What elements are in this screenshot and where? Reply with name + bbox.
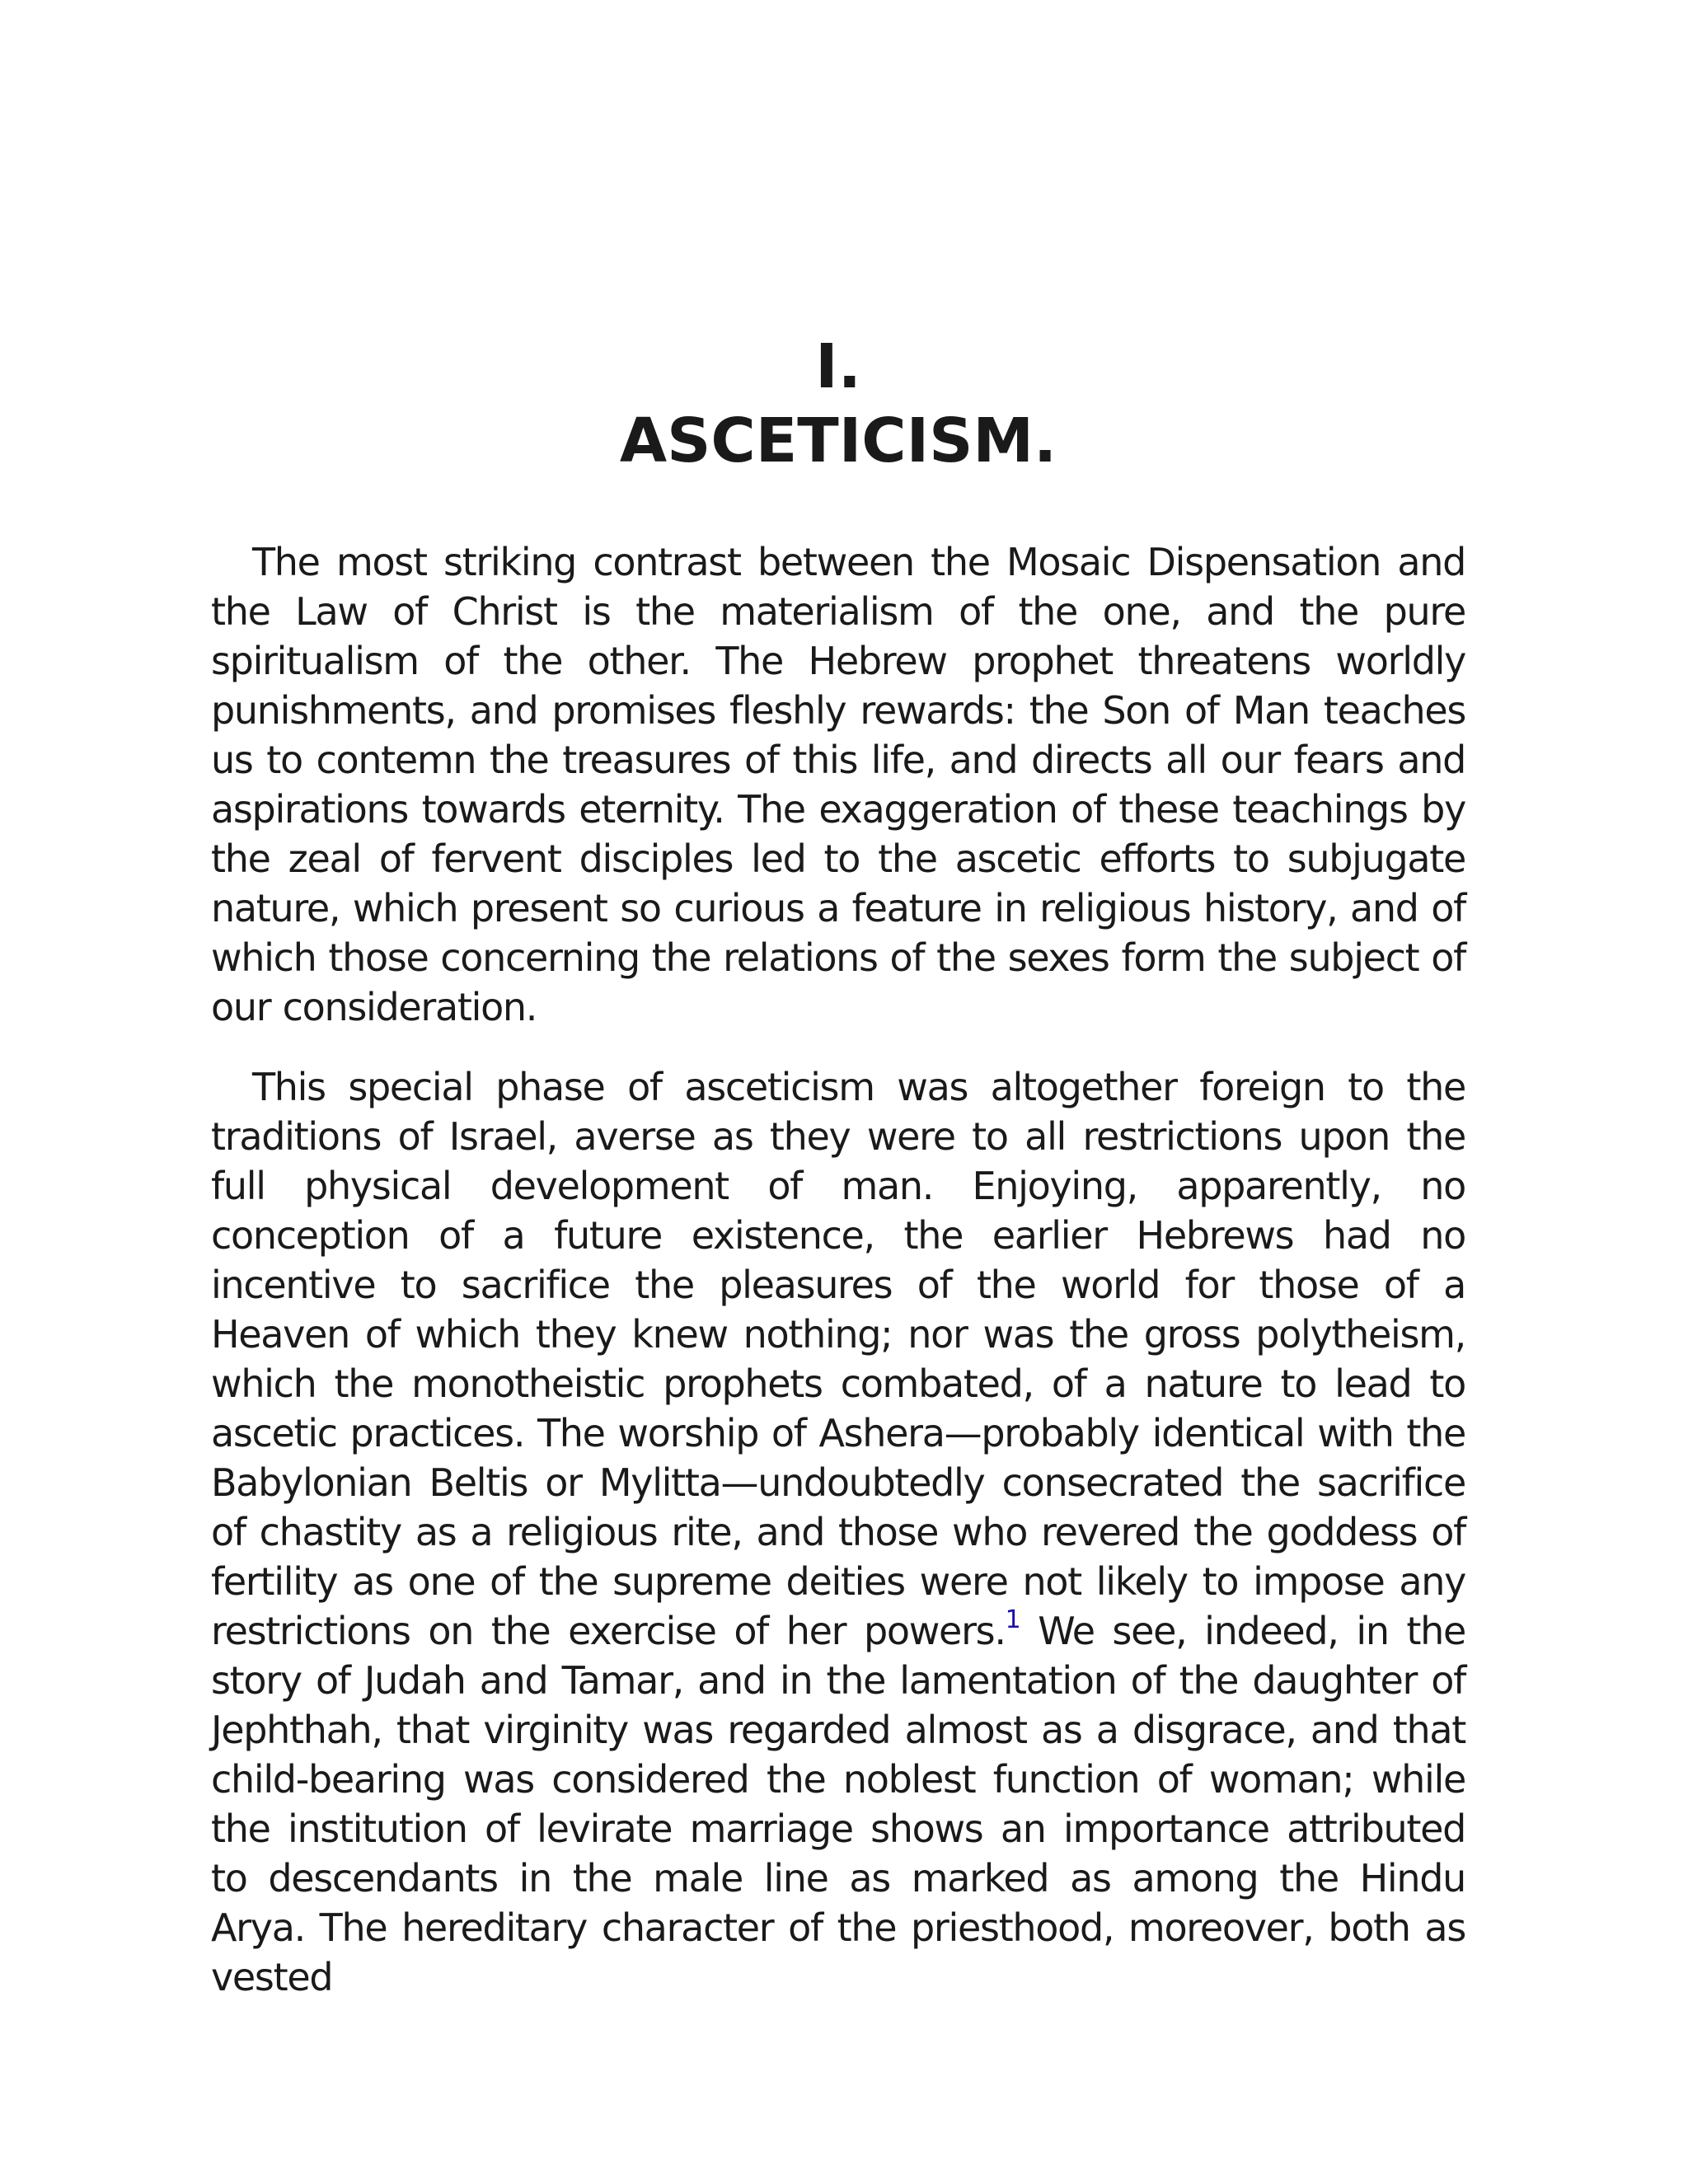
paragraph-text: We see, indeed, in the story of Judah and Tamar, and in the lamentation of the daughter of Jephthah, that virginity was regarded almost as a disgrace, and that child-bearing was considered the noblest function of woman; while the institution of levirate marriage shows an importance attributed to descendants in the male line as marked as among the Hindu Arya. The hereditary character of the priesthood, moreover, both as vested bbox=[211, 1609, 1465, 1999]
paragraph: The most striking contrast between the Mosaic Dispensation and the Law of Christ is the materialism of the one, and the pure spiritualism of the other. The Hebrew prophet threatens worldly punishments, and promises fleshly rewards: the Son of Man teaches us to contemn the treasures of this life, and directs all our fears and aspirations towards eternity. The exaggeration of these teachings by the zeal of fervent disciples led to the ascetic efforts to subjugate nature, which present so curious a feature in religious history, and of which those concerning the relations of the sexes form the subject of our consideration. bbox=[211, 540, 1465, 1029]
chapter-title: ASCETICISM. bbox=[619, 405, 1057, 476]
page-content bbox=[211, 330, 1465, 2002]
paragraph bbox=[211, 1062, 1465, 2002]
chapter-number: I. bbox=[815, 331, 861, 402]
footnote-reference-link[interactable]: 1 bbox=[1005, 1605, 1020, 1634]
paragraph-text: This special phase of asceticism was altogether foreign to the traditions of Israel, averse as they were to all restrictions upon the full physical development of man. Enjoying, apparently, no conception of a future existence, the earlier Hebrews had no incentive to sacrifice the pleasures of the world for those of a Heaven of which they knew nothing; nor was the gross polytheism, which the monotheistic prophets combated, of a nature to lead to ascetic practices. The worship of Ashera—probably identical with the Babylonian Beltis or Mylitta—undoubtedly consecrated the sacrifice of chastity as a religious rite, and those who revered the goddess of fertility as one of the supreme deities were not likely to impose any restrictions on the exercise of her powers. bbox=[211, 1065, 1465, 1653]
